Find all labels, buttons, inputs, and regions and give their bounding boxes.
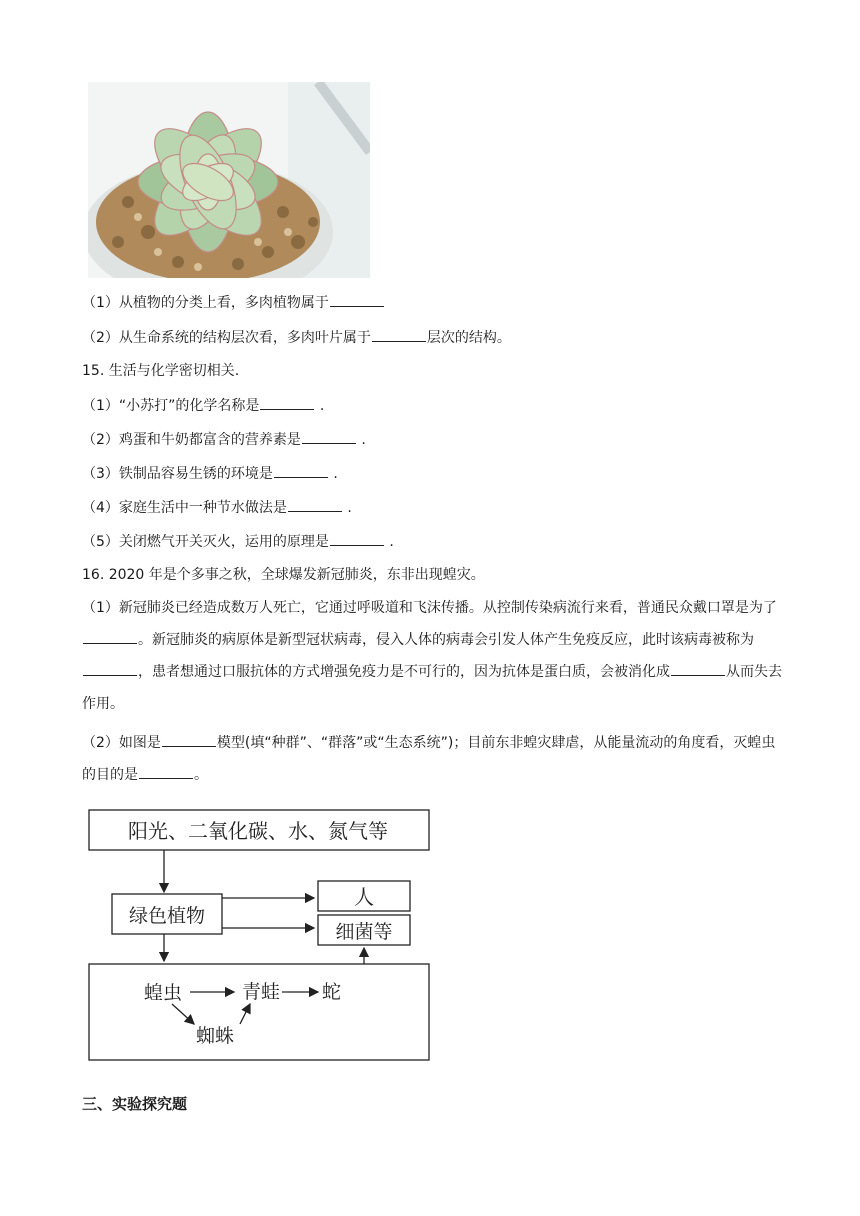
q15-title: 15. 生活与化学密切相关. bbox=[82, 363, 240, 379]
q15-sub3: （3）铁制品容易生锈的环境是 . bbox=[82, 463, 338, 484]
snake-label: 蛇 bbox=[322, 981, 342, 1003]
answer-blank[interactable] bbox=[288, 497, 342, 512]
plants-label: 绿色植物 bbox=[128, 905, 206, 927]
answer-blank[interactable] bbox=[139, 764, 193, 779]
q14-sub2: （2）从生命系统的结构层次看，多肉叶片属于 层次的结构。 bbox=[82, 327, 511, 348]
human-label: 人 bbox=[354, 885, 374, 909]
frog-label: 青蛙 bbox=[242, 981, 281, 1003]
answer-blank[interactable] bbox=[302, 429, 356, 444]
answer-blank[interactable] bbox=[372, 327, 426, 342]
ecosystem-diagram bbox=[86, 806, 432, 1062]
arrow-locust-to-spider bbox=[172, 1004, 194, 1024]
answer-blank[interactable] bbox=[671, 661, 725, 676]
q15-sub4: （4）家庭生活中一种节水做法是 . bbox=[82, 497, 352, 518]
succulent-plant-photo bbox=[88, 82, 370, 278]
top-box-label: 阳光、二氧化碳、水、氮气等 bbox=[128, 819, 388, 843]
foodweb-box bbox=[89, 964, 429, 1060]
q15-sub1: （1）“小苏打”的化学名称是 . bbox=[82, 395, 324, 416]
section-3-title: 三、实验探究题 bbox=[82, 1095, 188, 1113]
q16-title: 16. 2020 年是个多事之秋，全球爆发新冠肺炎，东非出现蝗灾。 bbox=[82, 567, 485, 583]
answer-blank[interactable] bbox=[260, 395, 314, 410]
q16-part2: （2）如图是 模型(填“种群”、“群落”或“生态系统”)；目前东非蝗灾肆虐，从能量流动的角度看，灭蝗虫的目的是 。 bbox=[82, 727, 782, 791]
answer-blank[interactable] bbox=[274, 463, 328, 478]
locust-label: 蝗虫 bbox=[144, 982, 183, 1004]
answer-blank[interactable] bbox=[83, 661, 137, 676]
spider-label: 蜘蛛 bbox=[196, 1025, 235, 1047]
q16-part1: （1）新冠肺炎已经造成数万人死亡，它通过呼吸道和飞沫传播。从控制传染病流行来看，普通民众戴口罩是为了。新冠肺炎的病原体是新型冠状病毒，侵入人体的病毒会引发人体产生免疫反应，此时该病毒被称为，患者想通过口服抗体的方式增强免疫力是不可行的，因为抗体是蛋白质，会被消化成 从而失去作用。 bbox=[82, 600, 782, 712]
q14-sub1: （1）从植物的分类上看，多肉植物属于 bbox=[82, 292, 385, 313]
q15-sub2: （2）鸡蛋和牛奶都富含的营养素是 . bbox=[82, 429, 366, 450]
answer-blank[interactable] bbox=[83, 629, 137, 644]
q15-sub5: （5）关闭燃气开关灭火，运用的原理是 . bbox=[82, 531, 394, 552]
answer-blank[interactable] bbox=[330, 531, 384, 546]
answer-blank[interactable] bbox=[162, 732, 216, 747]
arrow-spider-to-frog bbox=[240, 1004, 250, 1024]
answer-blank[interactable] bbox=[330, 292, 384, 307]
bacteria-label: 细菌等 bbox=[335, 921, 393, 943]
